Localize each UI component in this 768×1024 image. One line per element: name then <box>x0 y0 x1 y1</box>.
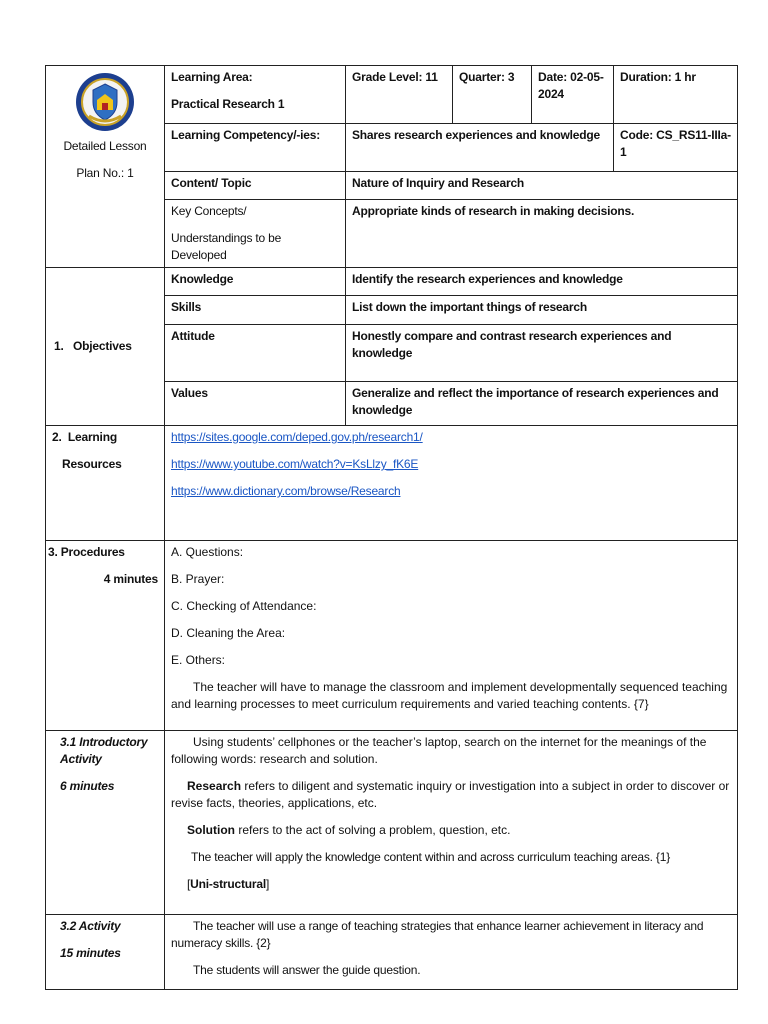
competency-label: Learning Competency/-ies: <box>165 124 346 172</box>
learning-area-label: Learning Area: <box>171 70 253 84</box>
tag-text: Uni-structural <box>190 877 267 891</box>
procedure-item: C. Checking of Attendance: <box>171 599 317 613</box>
procedures-note: The teacher will have to manage the classroom and implement developmentally sequenced teaching and learning processes to meet curriculum requirements and varied teaching contents. {7} <box>171 680 728 711</box>
procedures-label: 3. Procedures <box>48 545 125 559</box>
procedures-time: 4 minutes <box>103 572 158 586</box>
procedure-item: B. Prayer: <box>171 572 225 586</box>
procedures-content <box>165 541 738 731</box>
objectives-label: 1. Objectives <box>54 339 132 353</box>
procedure-item: D. Cleaning the Area: <box>171 626 286 640</box>
objective-value: Honestly compare and contrast research experiences and knowledge <box>346 325 738 382</box>
dlp-title: Detailed Lesson <box>63 139 147 153</box>
solution-term: Solution <box>187 823 235 837</box>
grade-level: Grade Level: 11 <box>346 66 453 124</box>
key-concepts-label-cell <box>165 200 346 268</box>
tag-close: ] <box>266 877 270 891</box>
objectives-label-cell <box>46 268 165 426</box>
activity-label: 3.2 Activity <box>60 919 121 933</box>
activity-content <box>165 915 738 990</box>
learning-area-cell <box>165 66 346 124</box>
lesson-date: Date: 02-05-2024 <box>532 66 614 124</box>
topic-value: Nature of Inquiry and Research <box>346 172 738 200</box>
tag-open: [ <box>187 877 191 891</box>
objective-label: Skills <box>165 296 346 325</box>
introductory-label: 3.1 Introductory <box>60 735 148 749</box>
resources-label-2: Resources <box>62 457 122 471</box>
objective-value: List down the important things of research <box>346 296 738 325</box>
school-seal-icon <box>75 72 135 132</box>
activity-instruction: The students will answer the guide question. <box>193 963 421 977</box>
activity-label-cell <box>46 915 165 990</box>
objective-label: Values <box>165 382 346 426</box>
procedure-item: A. Questions: <box>171 545 244 559</box>
objective-value: Generalize and reflect the importance of research experiences and knowledge <box>346 382 738 426</box>
competency-code: Code: CS_RS11-IIIa-1 <box>614 124 738 172</box>
dlp-number: Plan No.: 1 <box>76 166 134 180</box>
key-concepts-label: Key Concepts/ <box>171 204 247 218</box>
research-definition-text: refers to diligent and systematic inquiry or investigation into a subject in order to discover or revise facts, theories, applications, etc. <box>171 779 730 810</box>
activity-paragraph: The teacher will use a range of teaching strategies that enhance learner achievement in literacy and numeracy skills. {2} <box>171 919 704 950</box>
resources-label: 2. Learning <box>52 430 117 444</box>
introductory-label-cell <box>46 731 165 915</box>
resource-link[interactable]: https://sites.google.com/deped.gov.ph/research1/ <box>171 430 423 444</box>
learning-area-value: Practical Research 1 <box>171 97 285 111</box>
introductory-time: 6 minutes <box>60 779 115 793</box>
resource-link[interactable]: https://www.youtube.com/watch?v=KsLlzy_fK6E <box>171 457 419 471</box>
research-definition <box>171 778 731 812</box>
research-term: Research <box>187 779 242 793</box>
activity-time: 15 minutes <box>60 946 121 960</box>
objective-value: Identify the research experiences and knowledge <box>346 268 738 296</box>
introductory-label-2: Activity <box>60 752 102 766</box>
understandings-label: Understandings to be Developed <box>171 231 282 262</box>
objective-label: Attitude <box>165 325 346 382</box>
school-logo-cell <box>46 66 165 268</box>
lesson-plan-table <box>45 65 738 990</box>
objective-label: Knowledge <box>165 268 346 296</box>
competency-value: Shares research experiences and knowledge <box>346 124 614 172</box>
introductory-note: The teacher will apply the knowledge content within and across curriculum teaching areas. {1} <box>191 850 671 864</box>
solution-definition-text: refers to the act of solving a problem, question, etc. <box>235 823 511 837</box>
duration: Duration: 1 hr <box>614 66 738 124</box>
introductory-content <box>165 731 738 915</box>
resources-links-cell <box>165 426 738 541</box>
solution-definition <box>171 822 731 839</box>
introductory-instruction: Using students’ cellphones or the teacher’s laptop, search on the internet for the meanings of the following words: research and solution. <box>171 735 707 766</box>
resources-label-cell <box>46 426 165 541</box>
key-concepts-value: Appropriate kinds of research in making decisions. <box>346 200 738 268</box>
procedures-label-cell <box>46 541 165 731</box>
topic-label: Content/ Topic <box>165 172 346 200</box>
procedure-item: E. Others: <box>171 653 226 667</box>
quarter: Quarter: 3 <box>453 66 532 124</box>
resource-link[interactable]: https://www.dictionary.com/browse/Research <box>171 484 401 498</box>
solo-level-tag <box>171 876 731 893</box>
